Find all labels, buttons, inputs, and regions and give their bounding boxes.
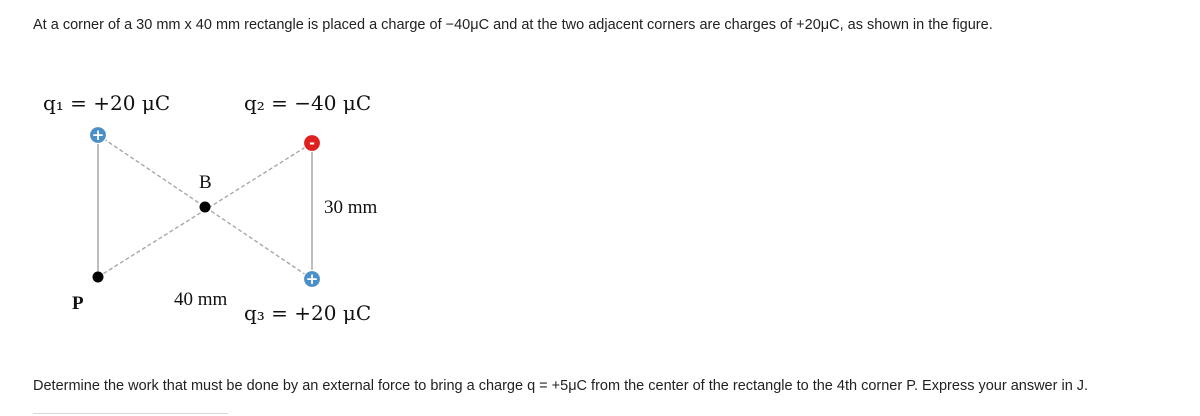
height-dimension-label: 30 mm (324, 197, 378, 218)
q3-label: q₃ = +20 μC (244, 301, 372, 325)
charge-q2-marker (304, 135, 321, 152)
problem-intro: At a corner of a 30 mm x 40 mm rectangle is placed a charge of −40μC and at the two adjacent corners are charges of +20μC, as shown in the figure. (33, 17, 993, 33)
center-label-b: B (199, 172, 212, 193)
corner-point-p (93, 272, 104, 283)
charge-q1-marker (90, 126, 107, 144)
width-dimension-label: 40 mm (174, 289, 228, 310)
center-point-b (200, 202, 211, 213)
answer-line (33, 413, 228, 414)
q2-label: q₂ = −40 μC (244, 91, 372, 115)
problem-question: Determine the work that must be done by an external force to bring a charge q = +5μC from the center of the rectangle to the 4th corner P. Express your answer in J. (33, 378, 1089, 394)
charge-q3-sign: + (305, 270, 319, 288)
charge-q3-marker (304, 270, 321, 288)
charge-q1-sign: + (91, 126, 105, 144)
corner-label-p: P (72, 293, 84, 314)
charge-q2-sign: - (309, 135, 315, 152)
q1-label: q₁ = +20 μC (43, 91, 171, 115)
